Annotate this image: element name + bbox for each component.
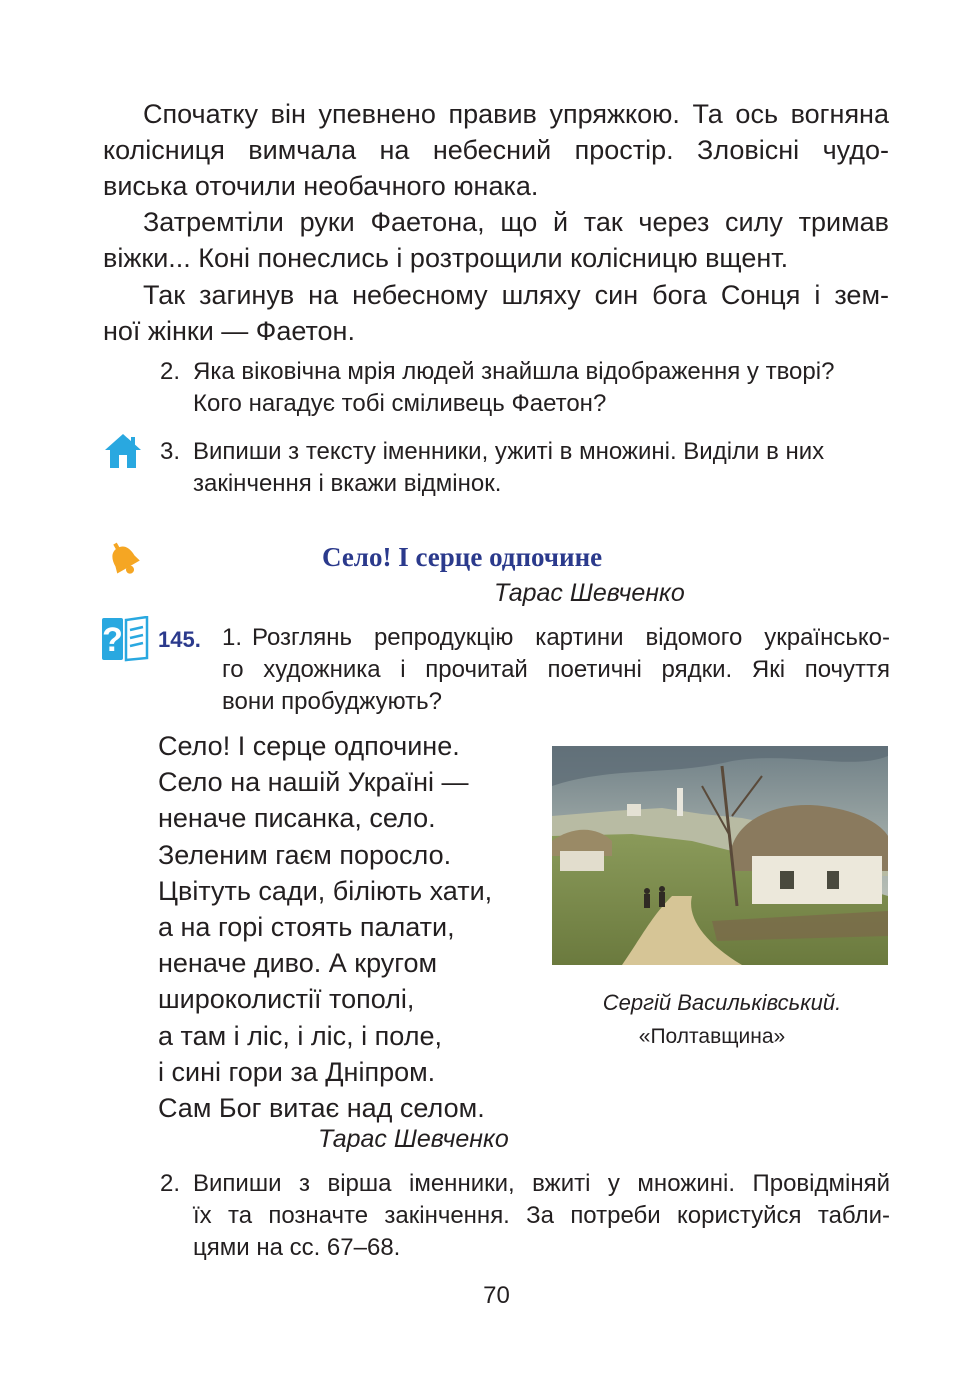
text-line: закінчення і вкажи відмінок. bbox=[193, 470, 502, 497]
section-author: Тарас Шевченко bbox=[494, 579, 685, 607]
paragraph-1 bbox=[103, 96, 889, 204]
poem-author: Тарас Шевченко bbox=[318, 1125, 509, 1153]
question-2 bbox=[160, 356, 890, 420]
bell-icon bbox=[104, 540, 146, 582]
question-book-icon bbox=[101, 616, 149, 662]
question-3 bbox=[160, 436, 890, 500]
task-number: 1. bbox=[222, 624, 243, 651]
text-line: Кого нагадує тобі сміливець Фаетон? bbox=[193, 390, 607, 417]
text-line: колісниця вимчала на небесний простір. Зловісні чудо- bbox=[103, 135, 889, 165]
poem-line: і сині гори за Дніпром. bbox=[158, 1056, 436, 1087]
poem-line: неначе писанка, село. bbox=[158, 803, 436, 834]
section-title: Село! І серце одпочине bbox=[322, 542, 603, 572]
text-line: віжки... Коні понеслись і розтрощили колісницю вщент. bbox=[103, 243, 789, 273]
poem-line: Зеленим гаєм поросло. bbox=[158, 839, 452, 870]
text-line: Розглянь репродукцію картини відомого українсько- bbox=[252, 624, 890, 651]
text-line: їх та позначте закінчення. За потреби користуйся табли- bbox=[193, 1202, 890, 1229]
text-line: виська оточили необачного юнака. bbox=[103, 171, 539, 201]
text-line: Випиши з вірша іменники, вжиті у множині. Провідміняй bbox=[193, 1170, 890, 1197]
poem-line: Село! І серце одпочине. bbox=[158, 731, 460, 761]
exercise-task-2 bbox=[160, 1168, 890, 1264]
text-line: ної жінки — Фаетон. bbox=[103, 316, 355, 346]
text-line: го художника і прочитай поетичні рядки. Які почуття bbox=[222, 656, 890, 683]
text-line: цями на сс. 67–68. bbox=[193, 1234, 401, 1261]
poem-line: Село на нашій Україні — bbox=[158, 767, 469, 798]
poem-line: а там і ліс, і ліс, і поле, bbox=[158, 1020, 442, 1051]
exercise-number: 145. bbox=[158, 627, 201, 652]
poem-line: неначе диво. А кругом bbox=[158, 948, 438, 979]
poem-line: а на горі стоять палати, bbox=[158, 912, 455, 943]
home-icon bbox=[103, 432, 143, 470]
paragraph-3 bbox=[103, 277, 889, 349]
question-number: 3. bbox=[160, 438, 181, 465]
text-line: вони пробуджують? bbox=[222, 688, 442, 715]
poem-line: Цвітуть сади, біліють хати, bbox=[158, 875, 493, 906]
question-number: 2. bbox=[160, 358, 181, 385]
poem-line: широколистії тополі, bbox=[158, 984, 415, 1015]
paragraph-2 bbox=[103, 204, 889, 276]
text-line: Випиши з тексту іменники, ужиті в множині. Виділи в них bbox=[193, 438, 825, 465]
text-line: Яка віковічна мрія людей знайшла відображення у творі? bbox=[193, 358, 835, 385]
text-line: Спочатку він упевнено правив упряжкою. Та ось вогняна bbox=[143, 99, 889, 129]
exercise-task-1 bbox=[222, 622, 890, 718]
svg-text:?: ? bbox=[102, 621, 123, 659]
painting-artist: Сергій Васильківський. bbox=[602, 990, 842, 1015]
page-number: 70 bbox=[483, 1282, 510, 1309]
text-line: Так загинув на небесному шляху син бога Сонця і зем- bbox=[143, 280, 889, 310]
text-line: Затремтіли руки Фаетона, що й так через силу тримав bbox=[143, 207, 889, 237]
poem-line: Сам Бог витає над селом. bbox=[158, 1093, 485, 1124]
painting-image bbox=[552, 746, 888, 965]
painting-title: «Полтавщина» bbox=[638, 1025, 786, 1048]
task-number: 2. bbox=[160, 1170, 181, 1197]
poem bbox=[158, 728, 492, 1126]
